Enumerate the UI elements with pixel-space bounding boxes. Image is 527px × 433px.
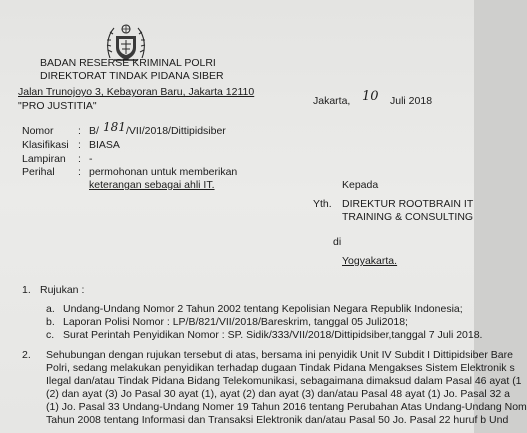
nomor-colon: :	[78, 125, 81, 137]
rujukan-item-a-letter: a.	[46, 303, 55, 315]
section-1-title: Rujukan :	[40, 284, 85, 296]
klasifikasi-colon: :	[78, 139, 81, 151]
recipient-name-1: DIREKTUR ROOTBRAIN IT	[342, 198, 474, 210]
agency-division: DIREKTORAT TINDAK PIDANA SIBER	[40, 70, 224, 82]
kepada-label: Kepada	[342, 179, 379, 191]
nomor-label: Nomor	[22, 125, 54, 137]
yth-label: Yth.	[313, 198, 332, 210]
di-label: di	[333, 236, 342, 248]
klasifikasi-value: BIASA	[89, 139, 120, 151]
rujukan-item-b-letter: b.	[46, 316, 55, 328]
date-month-year: Juli 2018	[390, 95, 433, 107]
date-city: Jakarta,	[313, 95, 351, 107]
section-2-line-4: (2) dan ayat (3) Jo Pasal 30 ayat (1), ayat (2) dan ayat (3) dan/atau Pasal 48 ayat (1) Jo. Pasal 32 a	[46, 388, 511, 400]
perihal-colon: :	[78, 166, 81, 178]
agency-name: BADAN RESERSE KRIMINAL POLRI	[40, 57, 216, 69]
lampiran-colon: :	[78, 153, 81, 165]
perihal-label: Perihal	[22, 166, 55, 178]
rujukan-item-c-text: Surat Perintah Penyidikan Nomor : SP. Sidik/333/VII/2018/Dittipidsiber,tanggal 7 Juli 2018.	[63, 329, 483, 341]
date-day-handwritten: 10	[362, 89, 379, 104]
agency-address: Jalan Trunojoyo 3, Kebayoran Baru, Jakarta 12110	[18, 86, 255, 98]
perihal-line-1: permohonan untuk memberikan	[89, 166, 238, 178]
klasifikasi-label: Klasifikasi	[22, 139, 69, 151]
section-2-line-1: Sehubungan dengan rujukan tersebut di atas, bersama ini penyidik Unit IV Subdit I Dittipidsiber Bare	[46, 349, 513, 361]
section-1-number: 1.	[22, 284, 31, 296]
rujukan-item-c-letter: c.	[46, 329, 55, 341]
section-2-line-6: Tahun 2008 tentang Informasi dan Transaksi Elektronik dan/atau Pasal 50 Jo. Pasal 22 huruf b Und	[46, 414, 509, 426]
perihal-line-2: keterangan sebagai ahli IT.	[89, 179, 215, 191]
pro-justitia: "PRO JUSTITIA"	[18, 100, 97, 112]
section-2-number: 2.	[22, 349, 31, 361]
section-2-line-5: (1) Jo. Pasal 33 Undang-Undang Nomer 19 Tahun 2016 tentang Perubahan Atas Undang-Undang Nom	[46, 401, 527, 413]
rujukan-item-a-text: Undang-Undang Nomor 2 Tahun 2002 tentang Kepolisian Negara Republik Indonesia;	[63, 303, 463, 315]
section-2-line-2: Polri, sedang melakukan penyidikan terhadap dugaan Tindak Pidana Mengakses Sistem Elektronik s	[46, 362, 515, 374]
section-2-line-3: Ilegal dan/atau Tindak Pidana Bidang Telekomunikasi, sebagaimana dimaksud dalam Pasal 46 ayat (1	[46, 375, 522, 387]
lampiran-label: Lampiran	[22, 153, 66, 165]
recipient-city: Yogyakarta.	[342, 255, 398, 267]
recipient-name-2: TRAINING & CONSULTING	[342, 211, 474, 223]
lampiran-value: -	[89, 153, 93, 165]
nomor-suffix: /VII/2018/Dittipidsiber	[126, 125, 226, 137]
rujukan-item-b-text: Laporan Polisi Nomor : LP/B/821/VII/2018/Bareskrim, tanggal 05 Juli2018;	[63, 316, 408, 328]
nomor-handwritten: 181	[103, 120, 126, 134]
nomor-prefix: B/	[89, 125, 99, 137]
